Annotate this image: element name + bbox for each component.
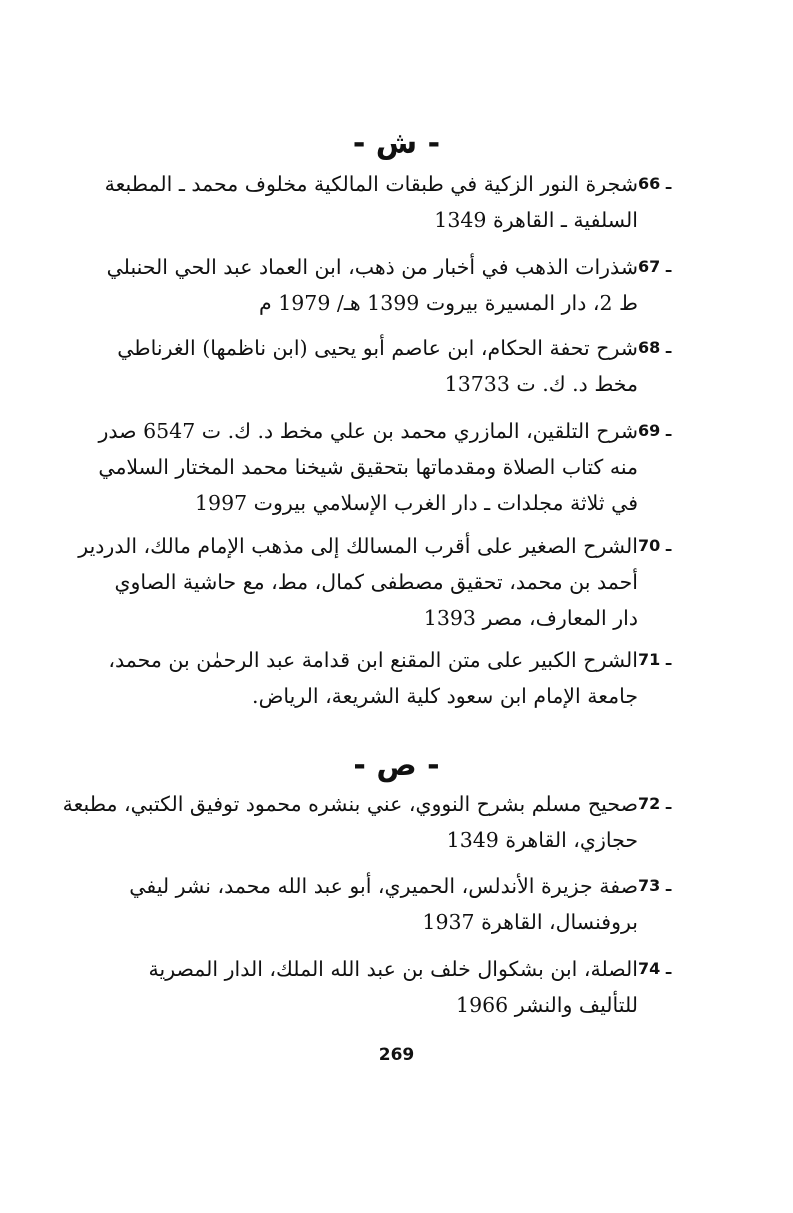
bibliography-entry-74 (110, 951, 700, 1023)
entry-line: أحمد بن محمد، تحقيق مصطفى كمال، مط، مع حاشية الصاوي (114, 570, 638, 594)
entry-line: ط 2، دار المسيرة بيروت 1399 هـ/ 1979 م (259, 291, 638, 315)
bibliography-entry-68 (110, 330, 700, 402)
bibliography-entry-66 (104, 166, 700, 238)
bibliography-entry-72 (62, 786, 700, 858)
bibliography-entry-69 (98, 413, 700, 521)
entry-number: 72 ـ (638, 794, 672, 813)
entry-number: 73 ـ (638, 876, 672, 895)
entry-line: الصلة، ابن بشكوال خلف بن عبد الله الملك، الدار المصرية (148, 957, 638, 981)
entry-line: مخط د. ك. ت 13733 (444, 372, 638, 396)
entry-text (110, 330, 638, 402)
entry-number: 69 ـ (638, 421, 672, 440)
entry-line: شجرة النور الزكية في طبقات المالكية مخلوف محمد ـ المطبعة (104, 172, 638, 196)
entry-text (106, 249, 638, 321)
entry-number: 71 ـ (638, 650, 672, 669)
entry-number: 70 ـ (638, 536, 672, 555)
bibliography-entry-71 (110, 642, 700, 714)
entry-line: صحيح مسلم بشرح النووي، عني بنشره محمود توفيق الكتبي، مطبعة (62, 792, 638, 816)
entry-line: بروفنسال، القاهرة 1937 (422, 910, 638, 934)
entry-number: 68 ـ (638, 338, 672, 357)
entry-number: 67 ـ (638, 257, 672, 276)
entry-line: شرح تحفة الحكام، ابن عاصم أبو يحيى (ابن ناظمها) الغرناطي (117, 336, 638, 360)
entry-text (110, 642, 638, 714)
entry-line: الشرح الكبير على متن المقنع ابن قدامة عبد الرحمٰن بن محمد، (108, 648, 638, 672)
entry-line: دار المعارف، مصر 1393 (423, 606, 638, 630)
entry-number: 74 ـ (638, 959, 672, 978)
entry-text (62, 786, 638, 858)
entry-text (110, 951, 638, 1023)
entry-text (78, 528, 638, 636)
entry-text (104, 166, 638, 238)
entry-line: منه كتاب الصلاة ومقدماتها بتحقيق شيخنا محمد المختار السلامي (98, 455, 638, 479)
entry-line: للتأليف والنشر 1966 (456, 993, 638, 1017)
entry-line: شرح التلقين، المازري محمد بن علي مخط د. ك. ت 6547 صدر (98, 419, 638, 443)
entry-line: السلفية ـ القاهرة 1349 (434, 208, 638, 232)
entry-line: شذرات الذهب في أخبار من ذهب، ابن العماد عبد الحي الحنبلي (106, 255, 638, 279)
entry-text (98, 413, 638, 521)
entry-text (110, 868, 638, 940)
entry-line: جامعة الإمام ابن سعود كلية الشريعة، الرياض. (252, 684, 638, 708)
entry-line: الشرح الصغير على أقرب المسالك إلى مذهب الإمام مالك، الدردير (78, 534, 638, 558)
entry-line: صفة جزيرة الأندلس، الحميري، أبو عبد الله محمد، نشر ليفي (129, 874, 638, 898)
entry-number: 66 ـ (638, 174, 672, 193)
bibliography-entry-73 (110, 868, 700, 940)
bibliography-entry-70 (78, 528, 700, 636)
section-heading-shin: - ش - (352, 126, 441, 161)
section-heading-sad: - ص - (353, 748, 440, 783)
bibliography-entry-67 (106, 249, 700, 321)
entry-line: حجازي، القاهرة 1349 (446, 828, 638, 852)
entry-line: في ثلاثة مجلدات ـ دار الغرب الإسلامي بيروت 1997 (194, 491, 638, 515)
page-number: 269 (378, 1045, 415, 1065)
